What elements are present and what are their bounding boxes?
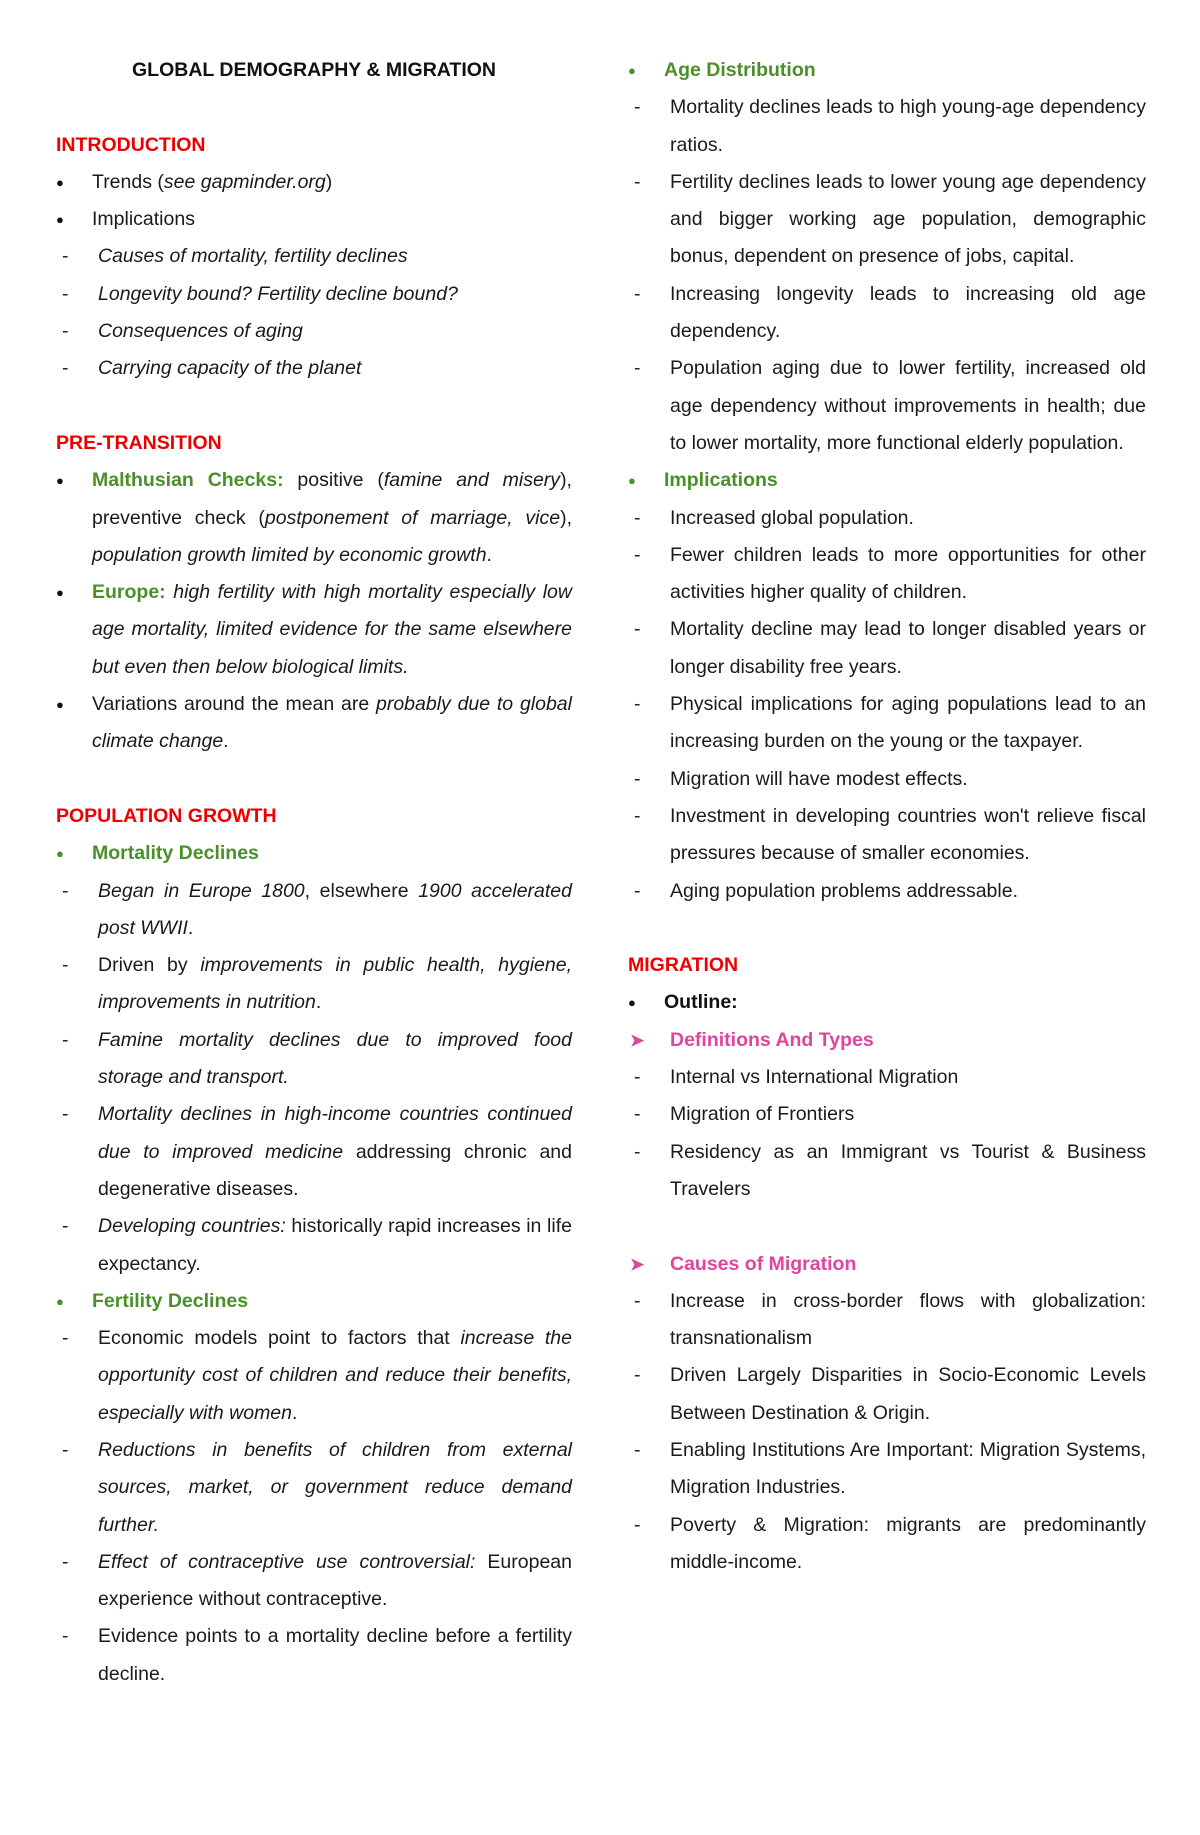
right-arrowhead-icon: ➤ xyxy=(630,1030,645,1050)
list-item: - Investment in developing countries won't relieve fiscal pressures because of smaller economies. xyxy=(628,798,1146,873)
list-item: - Mortality declines leads to high young-age dependency ratios. xyxy=(628,89,1146,164)
mortality-sublist xyxy=(56,873,572,1283)
implications-bullet xyxy=(628,462,1146,499)
list-item: - Migration will have modest effects. xyxy=(628,761,1146,798)
age-distribution-sublist xyxy=(628,89,1146,462)
left-column xyxy=(56,52,572,1693)
right-column xyxy=(628,52,1146,1581)
list-item: - Began in Europe 1800, elsewhere 1900 accelerated post WWII. xyxy=(56,873,572,948)
list-item: - Population aging due to lower fertility, increased old age dependency without improvements in health; due to lower mortality, more functional elderly population. xyxy=(628,350,1146,462)
population-growth-heading: POPULATION GROWTH xyxy=(56,804,277,827)
list-item: - Aging population problems addressable. xyxy=(628,873,1146,910)
list-item: ● Mortality Declines xyxy=(56,835,572,872)
list-item: ● Europe: high fertility with high mortality especially low age mortality, limited evidence for the same elsewhere but even then below biological limits. xyxy=(56,574,572,686)
list-item: - Increasing longevity leads to increasing old age dependency. xyxy=(628,276,1146,351)
mortality-bullet xyxy=(56,835,572,872)
list-item: - Increase in cross-border flows with globalization: transnationalism xyxy=(628,1283,1146,1358)
list-item: ● Malthusian Checks: positive (famine and misery), preventive check (postponement of marriage, vice), population growth limited by economic growth. xyxy=(56,462,572,574)
list-item: ● Fertility Declines xyxy=(56,1283,572,1320)
introduction-list xyxy=(56,164,572,239)
list-item: - Fertility declines leads to lower young age dependency and bigger working age population, demographic bonus, dependent on presence of jobs, capital. xyxy=(628,164,1146,276)
list-item: ● Trends (see gapminder.org) xyxy=(56,164,572,201)
list-item: - Consequences of aging xyxy=(56,313,572,350)
list-item: - Enabling Institutions Are Important: Migration Systems, Migration Industries. xyxy=(628,1432,1146,1507)
causes-subheading: ➤ Causes of Migration xyxy=(628,1246,1146,1283)
implications-sublist xyxy=(628,500,1146,910)
list-item: - Causes of mortality, fertility declines xyxy=(56,238,572,275)
causes-sublist xyxy=(628,1283,1146,1581)
list-item: - Driven Largely Disparities in Socio-Economic Levels Between Destination & Origin. xyxy=(628,1357,1146,1432)
list-item: - Mortality declines in high-income countries continued due to improved medicine addressing chronic and degenerative diseases. xyxy=(56,1096,572,1208)
list-item: - Longevity bound? Fertility decline bound? xyxy=(56,276,572,313)
migration-heading: MIGRATION xyxy=(628,954,739,977)
list-item: - Poverty & Migration: migrants are predominantly middle-income. xyxy=(628,1507,1146,1582)
definitions-sublist xyxy=(628,1059,1146,1208)
list-item: - Migration of Frontiers xyxy=(628,1096,1146,1133)
list-item: - Economic models point to factors that increase the opportunity cost of children and reduce their benefits, especially with women. xyxy=(56,1320,572,1432)
list-item: - Evidence points to a mortality decline before a fertility decline. xyxy=(56,1618,572,1693)
list-item: - Physical implications for aging populations lead to an increasing burden on the young or the taxpayer. xyxy=(628,686,1146,761)
fertility-sublist xyxy=(56,1320,572,1693)
list-item: ● Outline: xyxy=(628,984,1146,1021)
list-item: - Fewer children leads to more opportunities for other activities higher quality of children. xyxy=(628,537,1146,612)
list-item: - Effect of contraceptive use controversial: European experience without contraceptive. xyxy=(56,1544,572,1619)
list-item: - Driven by improvements in public health, hygiene, improvements in nutrition. xyxy=(56,947,572,1022)
list-item: - Increased global population. xyxy=(628,500,1146,537)
definitions-subheading: ➤ Definitions And Types xyxy=(628,1022,1146,1059)
list-item: ● Implications xyxy=(628,462,1146,499)
list-item: - Developing countries: historically rapid increases in life expectancy. xyxy=(56,1208,572,1283)
list-item: - Reductions in benefits of children from external sources, market, or government reduce demand further. xyxy=(56,1432,572,1544)
introduction-heading: INTRODUCTION xyxy=(56,133,206,156)
fertility-bullet xyxy=(56,1283,572,1320)
list-item: ● Implications xyxy=(56,201,572,238)
right-arrowhead-icon: ➤ xyxy=(630,1254,645,1274)
pre-transition-heading: PRE-TRANSITION xyxy=(56,431,222,454)
document-title: GLOBAL DEMOGRAPHY & MIGRATION xyxy=(131,59,496,81)
list-item: - Residency as an Immigrant vs Tourist & Business Travelers xyxy=(628,1134,1146,1209)
list-item: ● Variations around the mean are probably due to global climate change. xyxy=(56,686,572,761)
list-item: - Internal vs International Migration xyxy=(628,1059,1146,1096)
outline-bullet xyxy=(628,984,1146,1021)
age-distribution-bullet xyxy=(628,52,1146,89)
pre-transition-list xyxy=(56,462,572,760)
list-item: ● Age Distribution xyxy=(628,52,1146,89)
list-item: - Famine mortality declines due to improved food storage and transport. xyxy=(56,1022,572,1097)
list-item: - Carrying capacity of the planet xyxy=(56,350,572,387)
introduction-sublist xyxy=(56,238,572,387)
list-item: - Mortality decline may lead to longer disabled years or longer disability free years. xyxy=(628,611,1146,686)
